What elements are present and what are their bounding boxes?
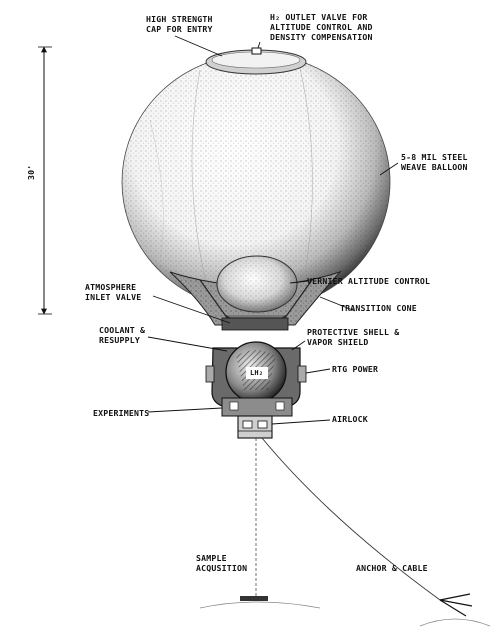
label-dimension: 30' xyxy=(26,164,36,180)
sample-acquisition-device xyxy=(240,596,268,601)
h2-outlet-valve xyxy=(252,48,261,54)
label-high-strength-cap: HIGH STRENGTH CAP FOR ENTRY xyxy=(146,14,213,34)
label-h2-outlet-valve: H₂ OUTLET VALVE FOR ALTITUDE CONTROL AND DENSITY COMPENSATION xyxy=(270,12,373,42)
label-experiments: EXPERIMENTS xyxy=(93,408,150,418)
label-sample-acquisition: SAMPLE ACQUSITION xyxy=(196,553,248,573)
dimension-line xyxy=(38,47,52,314)
label-steel-weave-balloon: 5-8 MIL STEEL WEAVE BALLOON xyxy=(401,152,468,172)
label-atmosphere-inlet-valve: ATMOSPHERE INLET VALVE xyxy=(85,282,142,302)
vernier-altitude-dome xyxy=(217,256,297,312)
label-coolant-resupply: COOLANT & RESUPPLY xyxy=(99,325,146,345)
label-vernier-altitude-control: VERNIER ALTITUDE CONTROL xyxy=(307,276,431,286)
atmosphere-inlet-valve xyxy=(222,318,288,330)
airlock xyxy=(238,416,272,438)
label-airlock: AIRLOCK xyxy=(332,414,368,424)
label-protective-shell: PROTECTIVE SHELL & VAPOR SHIELD xyxy=(307,327,400,347)
high-strength-cap xyxy=(206,48,306,74)
label-transition-cone: TRANSITION CONE xyxy=(340,303,417,313)
anchor xyxy=(420,594,490,626)
ground-mound xyxy=(200,602,320,608)
experiments-module xyxy=(222,398,292,416)
anchor-cable xyxy=(262,438,440,600)
label-rtg-power: RTG POWER xyxy=(332,364,379,374)
rtg-power-unit xyxy=(298,366,306,382)
label-lh2: LH₂ xyxy=(250,369,264,377)
label-anchor-cable: ANCHOR & CABLE xyxy=(356,563,428,573)
